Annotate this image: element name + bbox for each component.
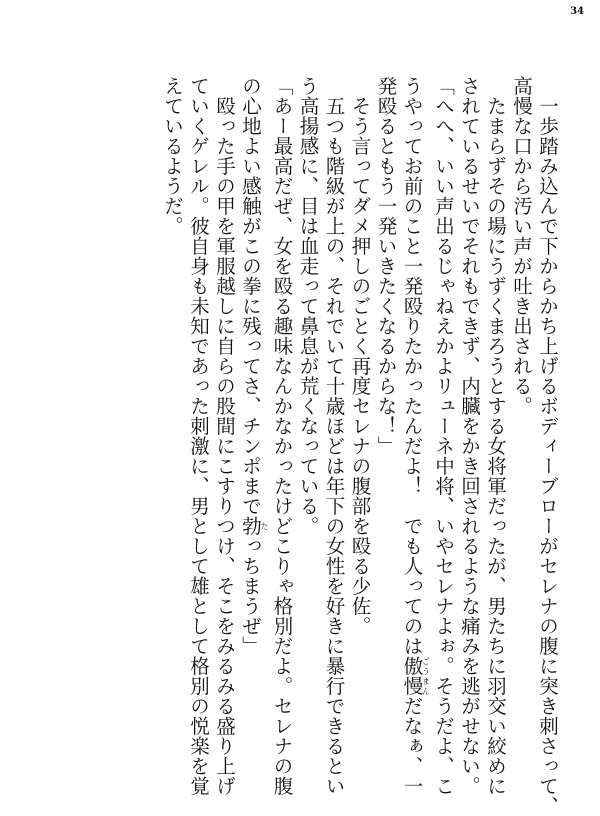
ruby-base: 勃	[239, 516, 262, 536]
text-line: えているようだ。	[161, 76, 184, 236]
text-line: 高慢な口から汚い声が吐き出される。	[510, 76, 533, 416]
text-line: 一歩踏み込んで下からかち上げるボディーブローがセレナの腹に突き刺さって、	[536, 76, 559, 816]
text-line	[237, 76, 269, 716]
text-line: されているせいでそれもできず、内臓をかき回されるような痛みを逃がせない。	[458, 76, 481, 796]
ruby-reading: ごうまん	[421, 656, 431, 696]
text-line: 殴った手の甲を軍服越しに自らの股間にこすりつけ、そこをみるみる盛り上げ	[213, 76, 236, 796]
text-line: ていくゲレル。彼自身も未知であった刺激に、男として雄として格別の悦楽を覚	[187, 76, 210, 796]
text-line	[399, 76, 431, 796]
text-line-tail: だなぁ、一	[400, 696, 424, 796]
ruby-reading: た	[260, 516, 269, 536]
text-line: 「あー最高だぜ、女を殴る趣味なんかなかったけどこりゃ格別だよ。セレナの腹	[270, 76, 294, 796]
text-line: そう言ってダメ押しのごとく再度セレナの腹部を殴る少佐。	[348, 76, 372, 636]
text-line-head: の心地よい感触がこの拳に残ってさ、チンポまで	[239, 76, 262, 516]
ruby-word	[239, 516, 269, 536]
ruby-base: 傲慢	[400, 656, 424, 696]
text-line: 発殴るともう一発いきたくなるからな！」	[374, 76, 398, 456]
text-line-tail: っちまうぜ」	[239, 536, 262, 656]
text-line-head: うやってお前のこと一発殴りたかったんだよ！ でも人ってのは	[400, 76, 424, 656]
ruby-word	[400, 656, 431, 696]
text-line: 五つも階級が上の、それでいて十歳ほどは年下の女性を好きに暴行できるとい	[322, 76, 346, 796]
body-text	[159, 76, 560, 816]
text-line: たまらずその場にうずくまろうとする女将軍だったが、男たちに羽交い絞めに	[484, 76, 507, 796]
text-line: 「へへ、いい声出るじゃねえかよリューネ中将、いやセレナよぉ。そうだよ、こ	[432, 76, 455, 796]
page-number: 34	[570, 6, 584, 17]
text-line: う高揚感に、目は血走って鼻息が荒くなっている。	[296, 76, 320, 536]
